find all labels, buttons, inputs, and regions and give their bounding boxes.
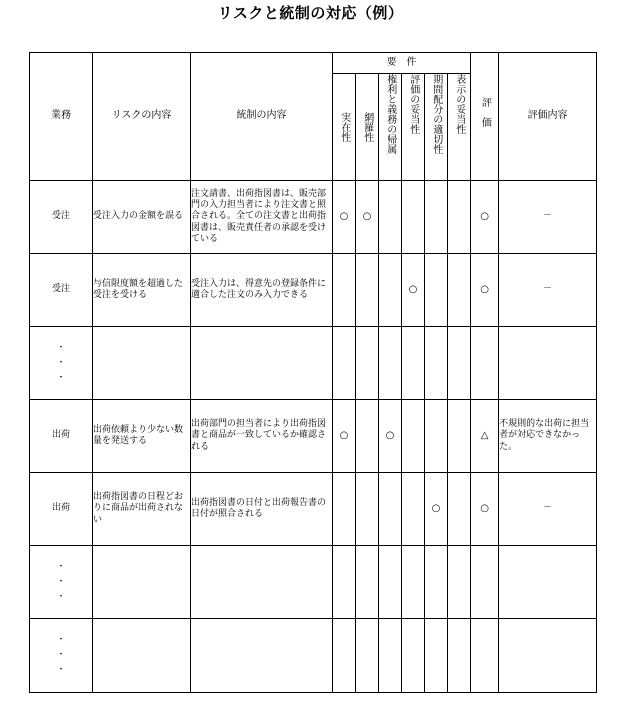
- mark-completeness: [356, 473, 379, 546]
- ellipsis-dot: ・: [56, 576, 66, 587]
- header-control: 統制の内容: [191, 53, 333, 181]
- mark-presentation: [448, 473, 471, 546]
- control-cell: 出荷指図書の日付と出荷報告書の日付が照合される: [191, 473, 333, 546]
- empty-cell: [448, 327, 471, 400]
- empty-cell: [191, 327, 333, 400]
- empty-cell: [425, 619, 448, 693]
- empty-cell: [356, 619, 379, 693]
- empty-cell: [356, 546, 379, 619]
- empty-cell: [402, 327, 425, 400]
- evaluation-cell: △: [471, 400, 499, 473]
- header-req-cutoff-label: 期間配分の適切性: [430, 74, 442, 154]
- empty-cell: [191, 546, 333, 619]
- ellipsis-dot: ・: [56, 357, 66, 368]
- empty-cell: [333, 327, 356, 400]
- header-evaluation: [471, 53, 499, 181]
- table-row: [30, 254, 597, 327]
- header-requirements-label: 要 件: [386, 56, 417, 68]
- empty-cell: [402, 619, 425, 693]
- empty-cell: [93, 546, 191, 619]
- header-req-existence: [333, 74, 356, 181]
- mark-rights: ○: [379, 400, 402, 473]
- mark-completeness: ○: [356, 181, 379, 254]
- mark-existence: ○: [333, 400, 356, 473]
- risk-cell: 与信限度額を超過した受注を受ける: [93, 254, 191, 327]
- empty-cell: [471, 327, 499, 400]
- mark-valuation: [402, 473, 425, 546]
- header-requirements: [333, 53, 471, 74]
- ellipsis-dot: ・: [56, 372, 66, 383]
- empty-cell: [379, 619, 402, 693]
- mark-presentation: [448, 400, 471, 473]
- risk-cell: 出荷依頼より少ない数量を発送する: [93, 400, 191, 473]
- table-row: [30, 619, 597, 693]
- ellipsis-cell: [30, 546, 93, 619]
- header-req-existence-label: 実在性: [338, 112, 350, 142]
- mark-cutoff: [425, 254, 448, 327]
- header-req-rights: [379, 74, 402, 181]
- empty-cell: [499, 546, 597, 619]
- header-req-completeness-label: 網羅性: [361, 112, 373, 142]
- control-cell: 受注入力は、得意先の登録条件に適合した注文のみ入力できる: [191, 254, 333, 327]
- empty-cell: [379, 327, 402, 400]
- risk-cell: 受注入力の金額を誤る: [93, 181, 191, 254]
- mark-existence: [333, 473, 356, 546]
- evaluation-cell: ○: [471, 181, 499, 254]
- header-req-valuation: [402, 74, 425, 181]
- business-cell: 受注: [30, 254, 93, 327]
- control-cell: 注文請書、出荷指図書は、販売部門の入力担当者により注文書と照合される。全ての注文書と出荷指図書は、販売責任者の承認を受けている: [191, 181, 333, 254]
- control-cell: 出荷部門の担当者により出荷指図書と商品が一致しているか確認される: [191, 400, 333, 473]
- mark-completeness: [356, 254, 379, 327]
- vertical-ellipsis: [30, 636, 92, 675]
- empty-cell: [93, 327, 191, 400]
- mark-presentation: [448, 254, 471, 327]
- header-req-cutoff: [425, 74, 448, 181]
- ellipsis-dot: ・: [56, 650, 66, 660]
- header-business: 業務: [30, 53, 93, 181]
- empty-cell: [448, 546, 471, 619]
- table-row: [30, 181, 597, 254]
- empty-cell: [499, 619, 597, 693]
- header-req-completeness: [356, 74, 379, 181]
- ellipsis-dot: ・: [56, 591, 66, 602]
- mark-valuation: [402, 181, 425, 254]
- vertical-ellipsis: [30, 344, 92, 383]
- ellipsis-cell: [30, 619, 93, 693]
- mark-existence: ○: [333, 181, 356, 254]
- table-row: [30, 327, 597, 400]
- header-req-presentation: [448, 74, 471, 181]
- business-cell: 出荷: [30, 400, 93, 473]
- empty-cell: [471, 546, 499, 619]
- evaluation-detail-cell: 不規則的な出荷に担当者が対応できなかった。: [499, 400, 597, 473]
- risk-cell: 出荷指図書の日程どおりに商品が出荷されない: [93, 473, 191, 546]
- mark-valuation: ○: [402, 254, 425, 327]
- page-title: リスクと統制の対応（例）: [217, 4, 404, 22]
- mark-cutoff: [425, 181, 448, 254]
- empty-cell: [499, 327, 597, 400]
- business-cell: 受注: [30, 181, 93, 254]
- empty-cell: [93, 619, 191, 693]
- ellipsis-dot: ・: [56, 665, 66, 675]
- risk-control-table: [29, 52, 597, 693]
- empty-cell: [191, 619, 333, 693]
- evaluation-detail-cell: －: [499, 254, 597, 327]
- evaluation-cell: ○: [471, 254, 499, 327]
- empty-cell: [379, 546, 402, 619]
- empty-cell: [425, 327, 448, 400]
- empty-cell: [356, 327, 379, 400]
- ellipsis-cell: [30, 327, 93, 400]
- empty-cell: [448, 619, 471, 693]
- empty-cell: [471, 619, 499, 693]
- table-row: [30, 546, 597, 619]
- empty-cell: [425, 546, 448, 619]
- mark-rights: [379, 473, 402, 546]
- mark-rights: [379, 181, 402, 254]
- empty-cell: [402, 546, 425, 619]
- mark-presentation: [448, 181, 471, 254]
- empty-cell: [333, 546, 356, 619]
- empty-cell: [333, 619, 356, 693]
- table-row: [30, 473, 597, 546]
- mark-existence: [333, 254, 356, 327]
- header-req-valuation-label: 評価の妥当性: [407, 74, 419, 134]
- vertical-ellipsis: [30, 563, 92, 602]
- evaluation-detail-cell: －: [499, 181, 597, 254]
- mark-cutoff: [425, 400, 448, 473]
- header-risk: リスクの内容: [93, 53, 191, 181]
- evaluation-detail-cell: －: [499, 473, 597, 546]
- header-req-rights-label: 権利と義務の帰属: [384, 74, 396, 154]
- mark-rights: [379, 254, 402, 327]
- business-cell: 出荷: [30, 473, 93, 546]
- mark-valuation: [402, 400, 425, 473]
- ellipsis-dot: ・: [56, 561, 66, 572]
- mark-cutoff: ○: [425, 473, 448, 546]
- header-evaluation-label: 評価: [479, 96, 491, 137]
- ellipsis-dot: ・: [56, 635, 66, 645]
- ellipsis-dot: ・: [56, 342, 66, 353]
- table-row: [30, 400, 597, 473]
- header-req-presentation-label: 表示の妥当性: [453, 74, 465, 134]
- mark-completeness: [356, 400, 379, 473]
- header-evaluation-detail: 評価内容: [499, 53, 597, 181]
- evaluation-cell: ○: [471, 473, 499, 546]
